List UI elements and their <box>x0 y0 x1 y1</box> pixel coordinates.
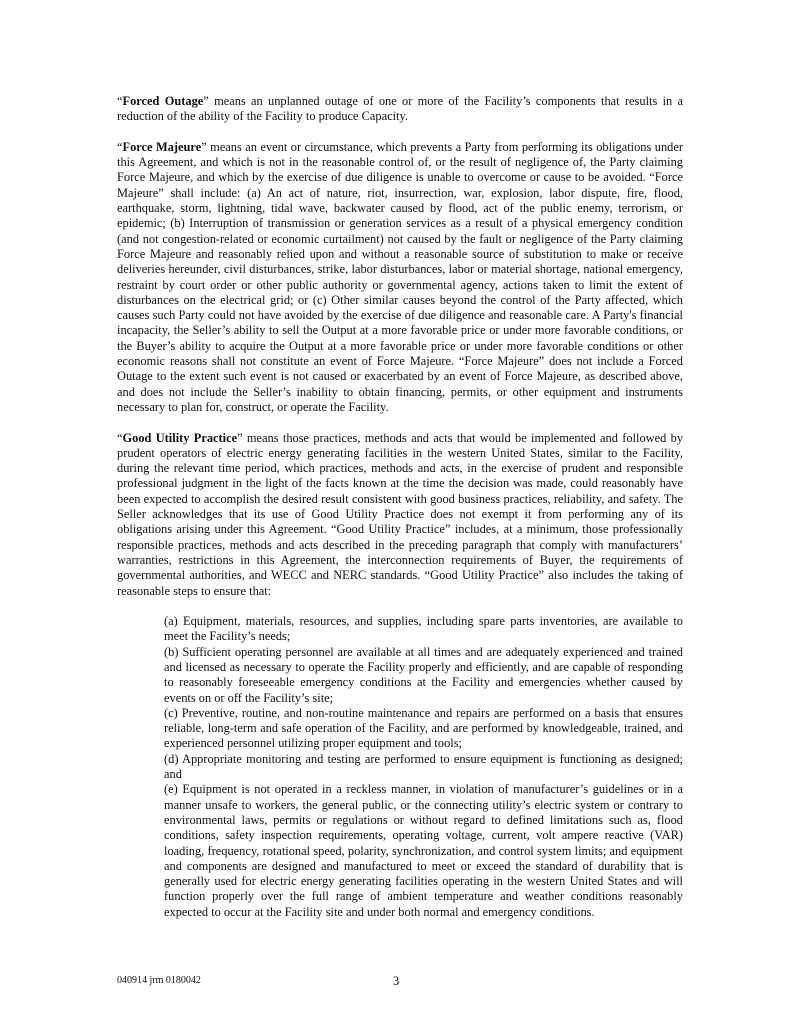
definition-forced-outage: “Forced Outage” means an unplanned outage of one or more of the Facility’s components that results in a reduction of the ability of the Facility to produce Capacity. <box>117 94 683 124</box>
definition-body: means those practices, methods and acts that would be implemented and followed by prudent operators of electric energy generating facilities in the western United States, similar to the Facility, during the relevant time period, which practices, methods and acts, in the exercise of prudent and responsible professional judgment in the light of the facts known at the time the decision was made, could reasonably have been expected to accomplish the desired result consistent with good business practices, reliability, and safety. The Seller acknowledges that its use of Good Utility Practice does not exempt it from performing any of its obligations arising under this Agreement. “Good Utility Practice” includes, at a minimum, those professionally responsible practices, methods and acts described in the preceding paragraph that comply with manufacturers’ warranties, restrictions in this Agreement, the interconnection requirements of Buyer, the requirements of governmental authorities, and WECC and NERC standards. “Good Utility Practice” also includes the taking of reasonable steps to ensure that: <box>117 430 684 598</box>
footer-document-id: 040914 jrm 0180042 <box>117 975 201 986</box>
defined-term: Force Majeure <box>122 139 202 154</box>
list-item: (c) Preventive, routine, and non-routine maintenance and repairs are performed on a basis that ensures reliable, long-term and safe operation of the Facility, and are performed by knowledgeable, trained, and experienced personnel utilizing proper equipment and tools; <box>164 705 683 751</box>
list-item: (b) Sufficient operating personnel are available at all times and are adequately experienced and trained and licensed as necessary to operate the Facility properly and efficiently, and are capable of responding to reasonably foreseeable emergency conditions at the Facility and emergencies whether caused by events on or off the Facility’s site; <box>164 644 683 705</box>
defined-term: Forced Outage <box>122 94 204 108</box>
good-utility-practice-list <box>164 614 683 920</box>
list-item: (a) Equipment, materials, resources, and supplies, including spare parts inventories, are available to meet the Facility’s needs; <box>164 614 683 644</box>
list-item: (e) Equipment is not operated in a reckless manner, in violation of manufacturer’s guidelines or in a manner unsafe to workers, the general public, or the connecting utility’s electric system or contrary to environmental laws, permits or regulations or without regard to defined limitations such as, flood conditions, safety inspection requirements, operating voltage, current, volt ampere reactive (VAR) loading, frequency, rotational speed, polarity, synchronization, and control system limits; and equipment and components are designed and manufactured to meet or exceed the standard of durability that is generally used for electric energy generating facilities operating in the western United States and will function properly over the full range of ambient temperature and weather conditions reasonably expected to occur at the Facility site and under both normal and emergency conditions. <box>164 782 683 919</box>
definition-force-majeure: “Force Majeure” means an event or circumstance, which prevents a Party from performing its obligations under this Agreement, and which is not in the reasonable control of, or the result of negligence of, the Party claiming Force Majeure, and which by the exercise of due diligence is unable to overcome or cause to be avoided. “Force Majeure” shall include: (a) An act of nature, riot, insurrection, war, explosion, labor dispute, fire, flood, earthquake, storm, lightning, tidal wave, backwater caused by flood, act of the public enemy, terrorism, or epidemic; (b) Interruption of transmission or generation services as a result of a physical emergency condition (and not congestion-related or economic curtailment) not caused by the fault or negligence of the Party claiming Force Majeure and reasonably relied upon and without a reasonable source of substitution to make or receive deliveries hereunder, civil disturbances, strike, labor disturbances, labor or material shortage, national emergency, restraint by court order or other public authority or governmental agency, actions taken to limit the extent of disturbances on the electrical grid; or (c) Other similar causes beyond the control of the Party affected, which causes such Party could not have avoided by the exercise of due diligence and reasonable care. A Party's financial incapacity, the Seller’s ability to sell the Output at a more favorable price or under more favorable conditions, or the Buyer’s ability to acquire the Output at a more favorable price or under more favorable conditions or other economic reasons shall not constitute an event of Force Majeure. “Force Majeure” does not include a Forced Outage to the extent such event is not caused or exacerbated by an event of Force Majeure, as described above, and does not include the Seller’s inability to obtain financing, permits, or other equipment and instruments necessary to plan for, construct, or operate the Facility. <box>117 139 683 414</box>
defined-term: Good Utility Practice <box>122 430 238 445</box>
footer-page-number: 3 <box>393 974 400 988</box>
document-page <box>117 94 683 920</box>
definition-body: means an event or circumstance, which prevents a Party from performing its obligations under this Agreement, and which is not in the reasonable control of, or the result of negligence of, the Party claiming Force Majeure, and which by the exercise of due diligence is unable to overcome or cause to be avoided. “Force Majeure” shall include: (a) An act of nature, riot, insurrection, war, explosion, labor dispute, fire, flood, earthquake, storm, lightning, tidal wave, backwater caused by flood, act of the public enemy, terrorism, or epidemic; (b) Interruption of transmission or generation services as a result of a physical emergency condition (and not congestion-related or economic curtailment) not caused by the fault or negligence of the Party claiming Force Majeure and reasonably relied upon and without a reasonable source of substitution to make or receive deliveries hereunder, civil disturbances, strike, labor disturbances, labor or material shortage, national emergency, restraint by court order or other public authority or governmental agency, actions taken to limit the extent of disturbances on the electrical grid; or (c) Other similar causes beyond the control of the Party affected, which causes such Party could not have avoided by the exercise of due diligence and reasonable care. A Party's financial incapacity, the Seller’s ability to sell the Output at a more favorable price or under more favorable conditions, or the Buyer’s ability to acquire the Output at a more favorable price or under more favorable conditions or other economic reasons shall not constitute an event of Force Majeure. “Force Majeure” does not include a Forced Outage to the extent such event is not caused or exacerbated by an event of Force Majeure, as described above, and does not include the Seller’s inability to obtain financing, permits, or other equipment and instruments necessary to plan for, construct, or operate the Facility. <box>117 139 683 414</box>
definition-body: means an unplanned outage of one or more of the Facility’s components that results in a reduction of the ability of the Facility to produce Capacity. <box>117 94 683 124</box>
definition-good-utility-practice: “Good Utility Practice” means those practices, methods and acts that would be implemented and followed by prudent operators of electric energy generating facilities in the western United States, similar to the Facility, during the relevant time period, which practices, methods and acts, in the exercise of prudent and responsible professional judgment in the light of the facts known at the time the decision was made, could reasonably have been expected to accomplish the desired result consistent with good business practices, reliability, and safety. The Seller acknowledges that its use of Good Utility Practice does not exempt it from performing any of its obligations arising under this Agreement. “Good Utility Practice” includes, at a minimum, those professionally responsible practices, methods and acts described in the preceding paragraph that comply with manufacturers’ warranties, restrictions in this Agreement, the interconnection requirements of Buyer, the requirements of governmental authorities, and WECC and NERC standards. “Good Utility Practice” also includes the taking of reasonable steps to ensure that: <box>117 430 684 598</box>
list-item: (d) Appropriate monitoring and testing are performed to ensure equipment is functioning as designed; and <box>164 751 683 782</box>
